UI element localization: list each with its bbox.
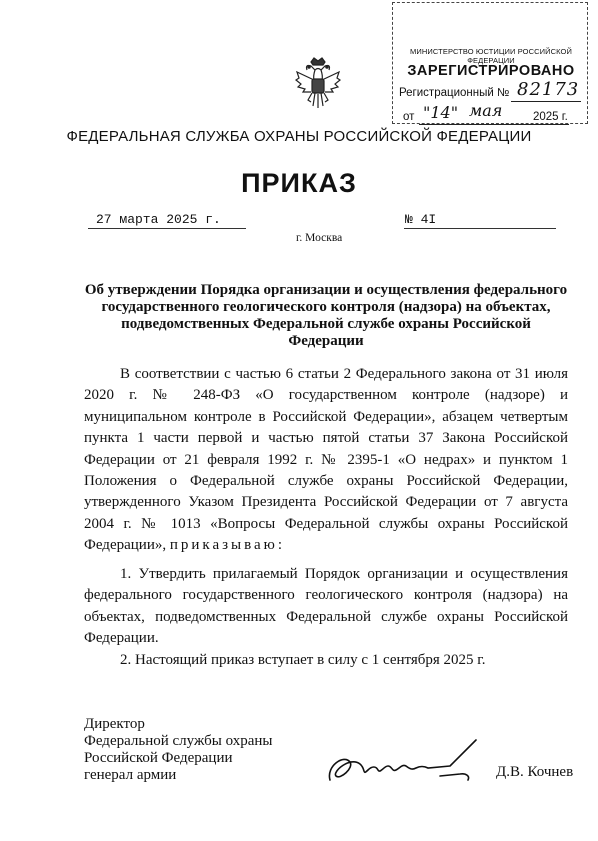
date-underline xyxy=(88,228,246,229)
stamp-reg-label: Регистрационный № xyxy=(399,87,510,99)
signatory-title xyxy=(84,716,272,784)
agency-name: ФЕДЕРАЛЬНАЯ СЛУЖБА ОХРАНЫ РОССИЙСКОЙ ФЕДЕРАЦИИ xyxy=(66,128,532,145)
registration-stamp xyxy=(392,2,588,124)
paragraph-basis xyxy=(84,364,568,557)
order-subject: Об утверждении Порядка организации и осуществления федерального государственного геологического контроля (надзора) на объектах, подведомственных Федеральной службе охраны Российской Федерации xyxy=(84,282,568,349)
order-date: 27 марта 2025 г. xyxy=(96,212,221,227)
signatory-line-3: Российской Федерации xyxy=(84,750,233,766)
stamp-reg-underline xyxy=(511,101,581,102)
stamp-from-label: от xyxy=(403,111,415,123)
paragraph-basis-text: В соответствии с частью 6 статьи 2 Федерального закона от 31 июля 2020 г. № 248-ФЗ «О государственном контроле (надзоре) и муниципальном контроле в Российской Федерации», абзацем четвертым пункта 1 части первой и частью пятой статьи 37 Закона Российской Федерации от 21 февраля 1992 г. № 2395-1 «О недрах» и пунктом 1 Положения о Федеральной службе охраны Российской Федерации, утвержденного Указом Президента Российской Федерации от 7 августа 2004 г. № 1013 «Вопросы Федеральной службы охраны Российской Федерации», xyxy=(84,366,568,554)
city: г. Москва xyxy=(296,232,343,244)
paragraph-item-1: 1. Утвердить прилагаемый Порядок организации и осуществления федерального государственного геологического контроля (надзора) на объектах, подведомственных Федеральной службе охраны Российской Федерации. xyxy=(84,566,568,647)
handwritten-signature xyxy=(320,736,490,796)
coat-of-arms-icon xyxy=(293,56,343,110)
stamp-ministry: МИНИСТЕРСТВО ЮСТИЦИИ РОССИЙСКОЙ ФЕДЕРАЦИИ xyxy=(410,47,572,65)
stamp-title: ЗАРЕГИСТРИРОВАНО xyxy=(407,63,575,79)
document-title: ПРИКАЗ xyxy=(241,168,357,198)
stamp-year: 2025 г. xyxy=(533,111,568,123)
stamp-reg-number: 82173 xyxy=(517,79,580,100)
signatory-name: Д.В. Кочнев xyxy=(496,764,574,780)
order-word: приказываю: xyxy=(169,537,286,554)
number-underline xyxy=(404,228,556,229)
paragraph-item-2: 2. Настоящий приказ вступает в силу с 1 сентября 2025 г. xyxy=(120,652,486,668)
stamp-date-underline xyxy=(419,124,569,125)
signatory-line-4: генерал армии xyxy=(84,767,177,783)
signatory-line-2: Федеральной службы охраны xyxy=(84,733,273,749)
stamp-day: "14" xyxy=(423,103,459,122)
signatory-line-1: Директор xyxy=(84,716,145,732)
stamp-month: мая xyxy=(469,101,503,120)
order-number: № 4I xyxy=(405,212,437,227)
